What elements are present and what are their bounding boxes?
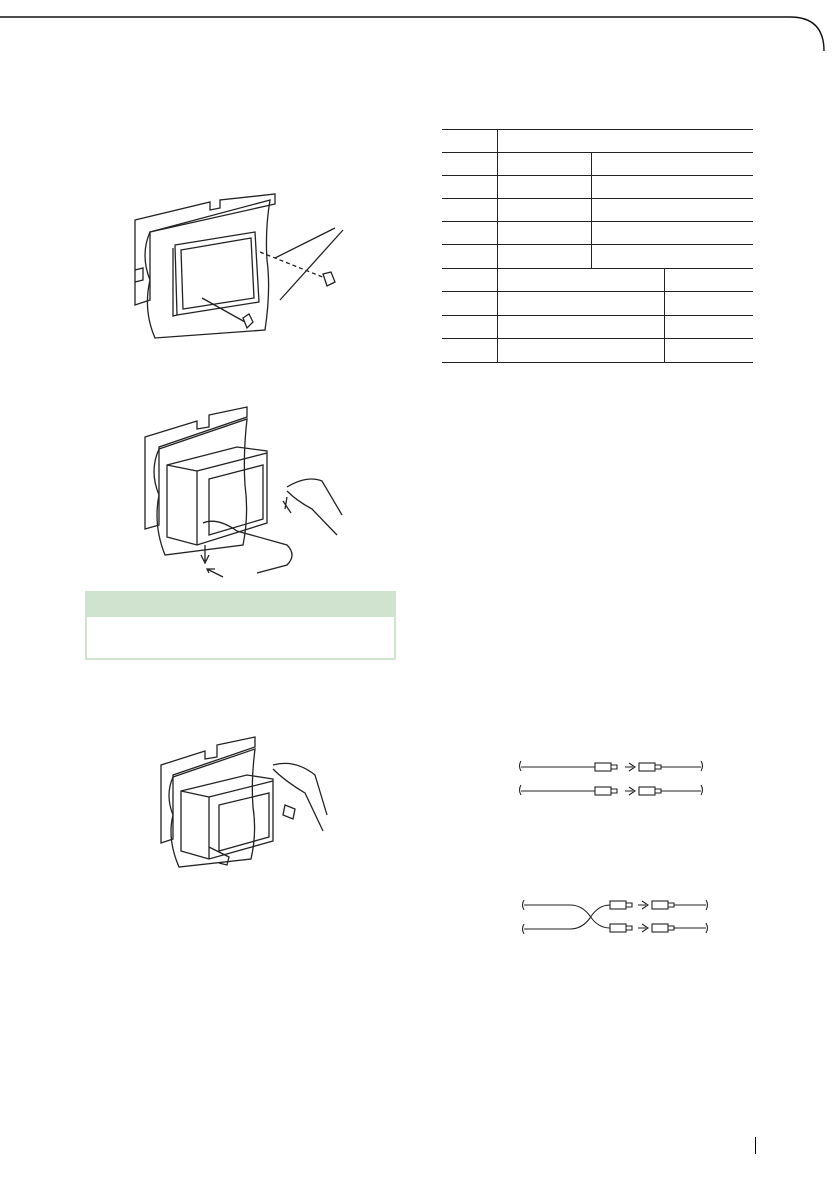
page-number-divider [755,1137,756,1154]
removal-keys-pull-illustration [137,405,347,585]
antenna-adapter-dual-illustration [520,892,715,937]
antenna-adapter-single-illustration [515,755,710,800]
wiring-table [442,129,753,363]
note-box [85,591,396,660]
removal-keys-insert-illustration [125,190,355,345]
unit-pull-out-illustration [155,735,330,870]
page-edge-line [0,0,826,51]
note-box-header [87,593,394,617]
